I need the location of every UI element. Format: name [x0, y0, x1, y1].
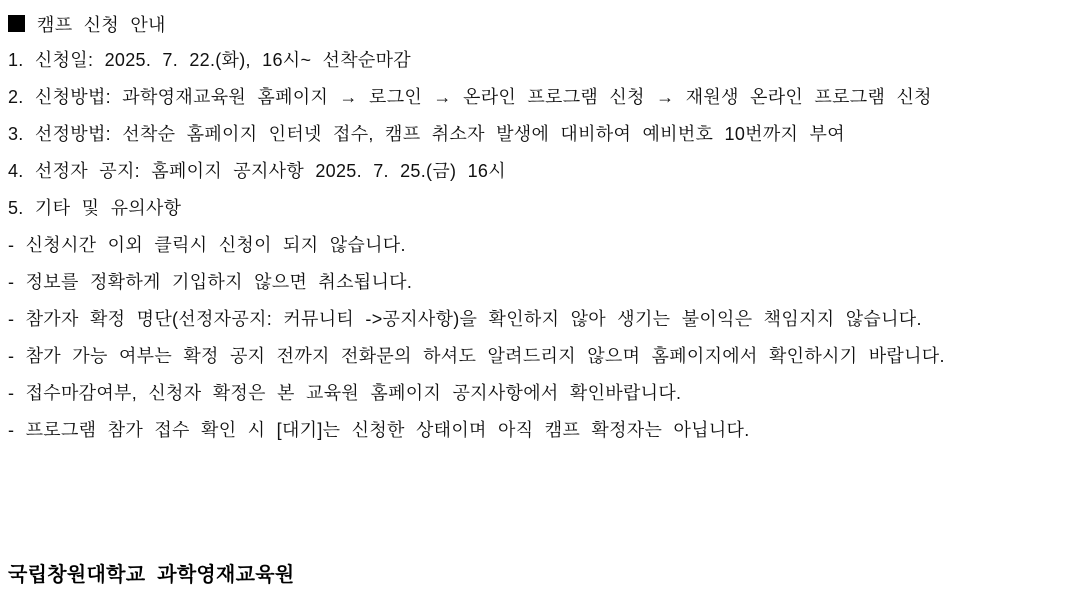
list-item-application-date: 1. 신청일: 2025. 7. 22.(화), 16시~ 선착순마감	[8, 50, 411, 70]
note-item-waiting-status: - 프로그램 참가 접수 확인 시 [대기]는 신청한 상태이며 아직 캠프 확정자는 아닙니다.	[8, 420, 750, 440]
list-item-application-method: 2. 신청방법: 과학영재교육원 홈페이지 → 로그인 → 온라인 프로그램 신청 → 재원생 온라인 프로그램 신청	[8, 87, 932, 107]
note-item-click-time: - 신청시간 이외 클릭시 신청이 되지 않습니다.	[8, 235, 406, 255]
footer-organization-name: 국립창원대학교 과학영재교육원	[8, 564, 295, 586]
black-square-icon	[8, 15, 25, 32]
list-item-selection-notice: 4. 선정자 공지: 홈페이지 공지사항 2025. 7. 25.(금) 16시	[8, 161, 506, 181]
note-item-deadline-check: - 접수마감여부, 신청자 확정은 본 교육원 홈페이지 공지사항에서 확인바랍니다.	[8, 383, 682, 403]
notice-document	[8, 5, 1084, 449]
list-item-other-notes: 5. 기타 및 유의사항	[8, 198, 182, 218]
notice-title	[8, 5, 1084, 42]
notice-title-text: 캠프 신청 안내	[37, 14, 166, 35]
note-item-confirm-list: - 참가자 확정 명단(선정자공지: 커뮤니티 ->공지사항)을 확인하지 않아 생기는 불이익은 책임지지 않습니다.	[8, 309, 922, 329]
note-item-phone-inquiry: - 참가 가능 여부는 확정 공지 전까지 전화문의 하셔도 알려드리지 않으며 홈페이지에서 확인하시기 바랍니다.	[8, 346, 945, 366]
list-item-selection-method: 3. 선정방법: 선착순 홈페이지 인터넷 접수, 캠프 취소자 발생에 대비하여 예비번호 10번까지 부여	[8, 124, 845, 144]
note-item-accurate-info: - 정보를 정확하게 기입하지 않으면 취소됩니다.	[8, 272, 413, 292]
